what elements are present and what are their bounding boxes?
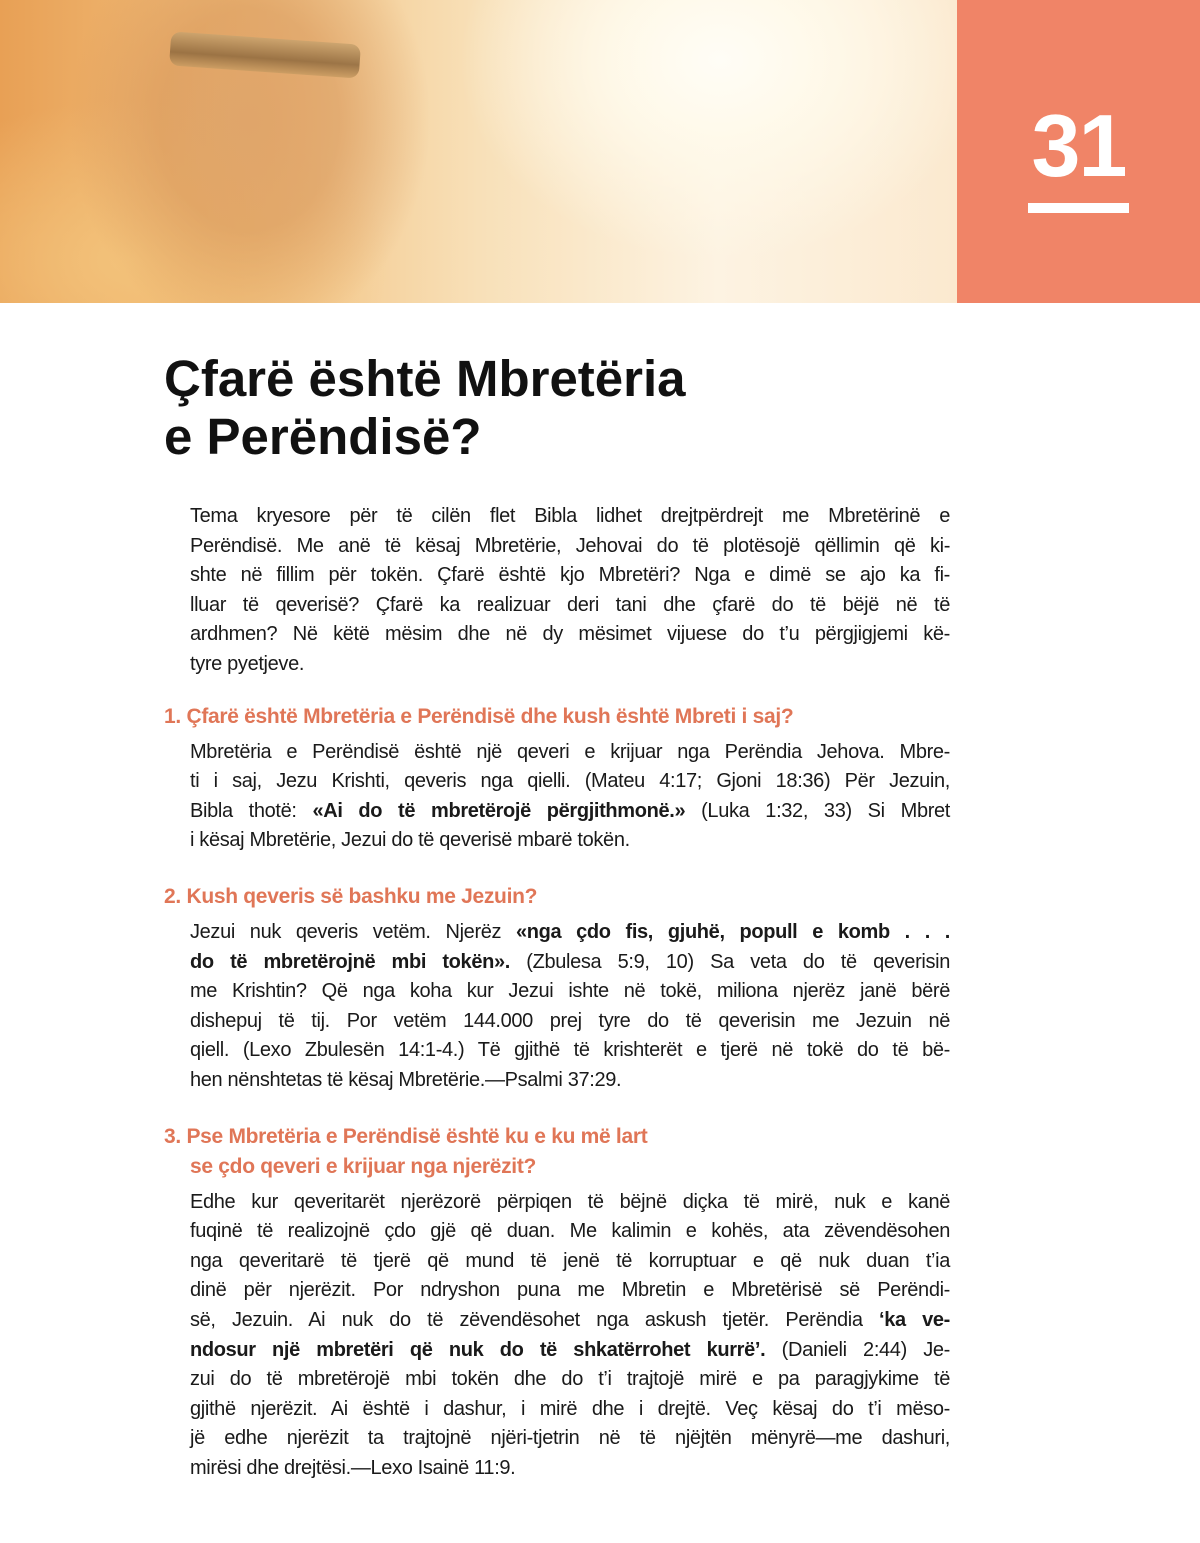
text-span: me Krishtin? Që nga koha kur Jezui ishte në tokë, miliona njerëz janë bërë (190, 980, 950, 1003)
answer-paragraph (190, 738, 950, 856)
bold-quote: ndosur një mbretëri që nuk do të shkatërrohet kurrë’. (190, 1338, 766, 1361)
lesson-number: 31 (1031, 96, 1126, 195)
title-line: e Perëndisë? (164, 408, 482, 465)
text-span: Jezui nuk qeveris vetëm. Njerëz (190, 921, 517, 943)
question-heading (164, 882, 537, 912)
text-line (190, 826, 950, 856)
text-span: (Luka 1:32, 33) Si Mbret (685, 799, 951, 822)
text-line (190, 1247, 950, 1277)
text-span: (Zbulesa 5:9, 10) Sa veta do të qeverisin (509, 950, 950, 973)
text-line (190, 591, 950, 621)
text-span: jë edhe njerëzit ta trajtojnë njëri-tjetrin në të njëjtën mënyrë—me dashuri, (190, 1427, 950, 1450)
text-span: mirësi dhe drejtësi.—Lexo Isainë 11:9. (190, 1456, 516, 1479)
text-span: qiell. (Lexo Zbulesën 14:1-4.) Të gjithë të krishterët e tjerë në tokë do të bë- (190, 1039, 950, 1062)
text-line (190, 738, 950, 768)
title-line: Çfarë është Mbretëria (164, 350, 686, 407)
bold-quote: «Ai do të mbretërojë përgjithmonë.» (312, 799, 686, 822)
text-span: dinë për njerëzit. Por ndryshon puna me Mbretin e Mbretërisë së Perëndi- (190, 1279, 950, 1302)
text-line (190, 1336, 950, 1366)
text-line (190, 977, 950, 1007)
question-line: 3. Pse Mbretëria e Perëndisë është ku e ku më lart (164, 1124, 648, 1148)
text-line (190, 948, 950, 978)
text-line (190, 502, 950, 532)
text-line (190, 650, 950, 680)
text-line (190, 1395, 950, 1425)
text-span: zui do të mbretërojë mbi tokën dhe do t’i trajtojë mirë e pa paragjykime të (190, 1368, 950, 1391)
text-span: ardhmen? Në këtë mësim dhe në dy mësimet vijuese do t’u përgjigjemi kë- (190, 623, 950, 646)
answer-paragraph (190, 1188, 950, 1484)
text-span: hen nënshtetas të kësaj Mbretërie.—Psalmi 37:29. (190, 1068, 622, 1091)
question-line: 1. Çfarë është Mbretëria e Perëndisë dhe kush është Mbreti i saj? (164, 704, 794, 728)
text-line (190, 1454, 950, 1484)
text-span: nga qeveritarë të tjerë që mund të jenë të korruptuar e që nuk duan t’ia (190, 1249, 950, 1272)
answer-paragraph (190, 918, 950, 1096)
text-span: shte në fillim për tokën. Çfarë është kjo Mbretëri? Nga e dimë se ajo ka fi- (190, 564, 950, 587)
lesson-number-badge (957, 0, 1200, 303)
text-line (190, 1424, 950, 1454)
text-span: Tema kryesore për të cilën flet Bibla lidhet drejtpërdrejt me Mbretërinë e (190, 505, 950, 527)
text-line (190, 1365, 950, 1395)
text-line (190, 1217, 950, 1247)
text-span: ti i saj, Jezu Krishti, qeveris nga qielli. (Mateu 4:17; Gjoni 18:36) Për Jezuin, (190, 770, 950, 793)
text-line (190, 1007, 950, 1037)
header-illustration (0, 0, 957, 303)
text-line (190, 1306, 950, 1336)
text-span: gjithë njerëzit. Ai është i dashur, i mirë dhe i drejtë. Veç kësaj do t’i mëso- (190, 1397, 950, 1420)
intro-paragraph (190, 502, 950, 680)
text-span: tyre pyetjeve. (190, 652, 305, 675)
text-span: Perëndisë. Me anë të kësaj Mbretërie, Jehovai do të plotësojë qëllimin që ki- (190, 534, 950, 557)
text-line (190, 620, 950, 650)
text-line (190, 561, 950, 591)
text-line (190, 1066, 950, 1096)
text-span: Bibla thotë: (190, 799, 313, 822)
question-line: se çdo qeveri e krijuar nga njerëzit? (190, 1154, 537, 1178)
text-span: Edhe kur qeveritarët njerëzorë përpiqen të bëjnë diçka të mirë, nuk e kanë (190, 1190, 950, 1213)
crown-illustration (169, 31, 361, 78)
text-span: së, Jezuin. Ai nuk do të zëvendësohet nga askush tjetër. Perëndia (190, 1308, 879, 1331)
text-span: dishepuj të tij. Por vetëm 144.000 prej tyre do të qeverisin me Jezuin në (190, 1009, 950, 1032)
text-span: fuqinë të realizojnë çdo gjë që duan. Me kalimin e kohës, ata zëvendësohen (190, 1220, 950, 1243)
question-line: 2. Kush qeveris së bashku me Jezuin? (164, 885, 538, 908)
question-heading (164, 1122, 647, 1182)
bold-quote: ‘ka ve- (879, 1308, 950, 1331)
text-line (190, 797, 950, 827)
text-span: (Danieli 2:44) Je- (765, 1338, 950, 1361)
bold-quote: «nga çdo fis, gjuhë, popull e komb . . . (516, 921, 950, 943)
text-line (190, 918, 950, 948)
text-span: lluar të qeverisë? Çfarë ka realizuar deri tani dhe çfarë do të bëjë në të (190, 593, 950, 616)
text-span: Mbretëria e Perëndisë është një qeveri e krijuar nga Perëndia Jehova. Mbre- (190, 740, 950, 763)
bold-quote: do të mbretërojnë mbi tokën». (190, 950, 510, 973)
question-heading (164, 702, 793, 732)
text-line (190, 1036, 950, 1066)
text-line (190, 1188, 950, 1218)
page-title (164, 350, 686, 466)
text-line (190, 532, 950, 562)
text-line (190, 767, 950, 797)
text-line (190, 1276, 950, 1306)
text-span: i kësaj Mbretërie, Jezui do të qeverisë mbarë tokën. (190, 829, 630, 852)
lesson-number-underline (1028, 203, 1129, 213)
